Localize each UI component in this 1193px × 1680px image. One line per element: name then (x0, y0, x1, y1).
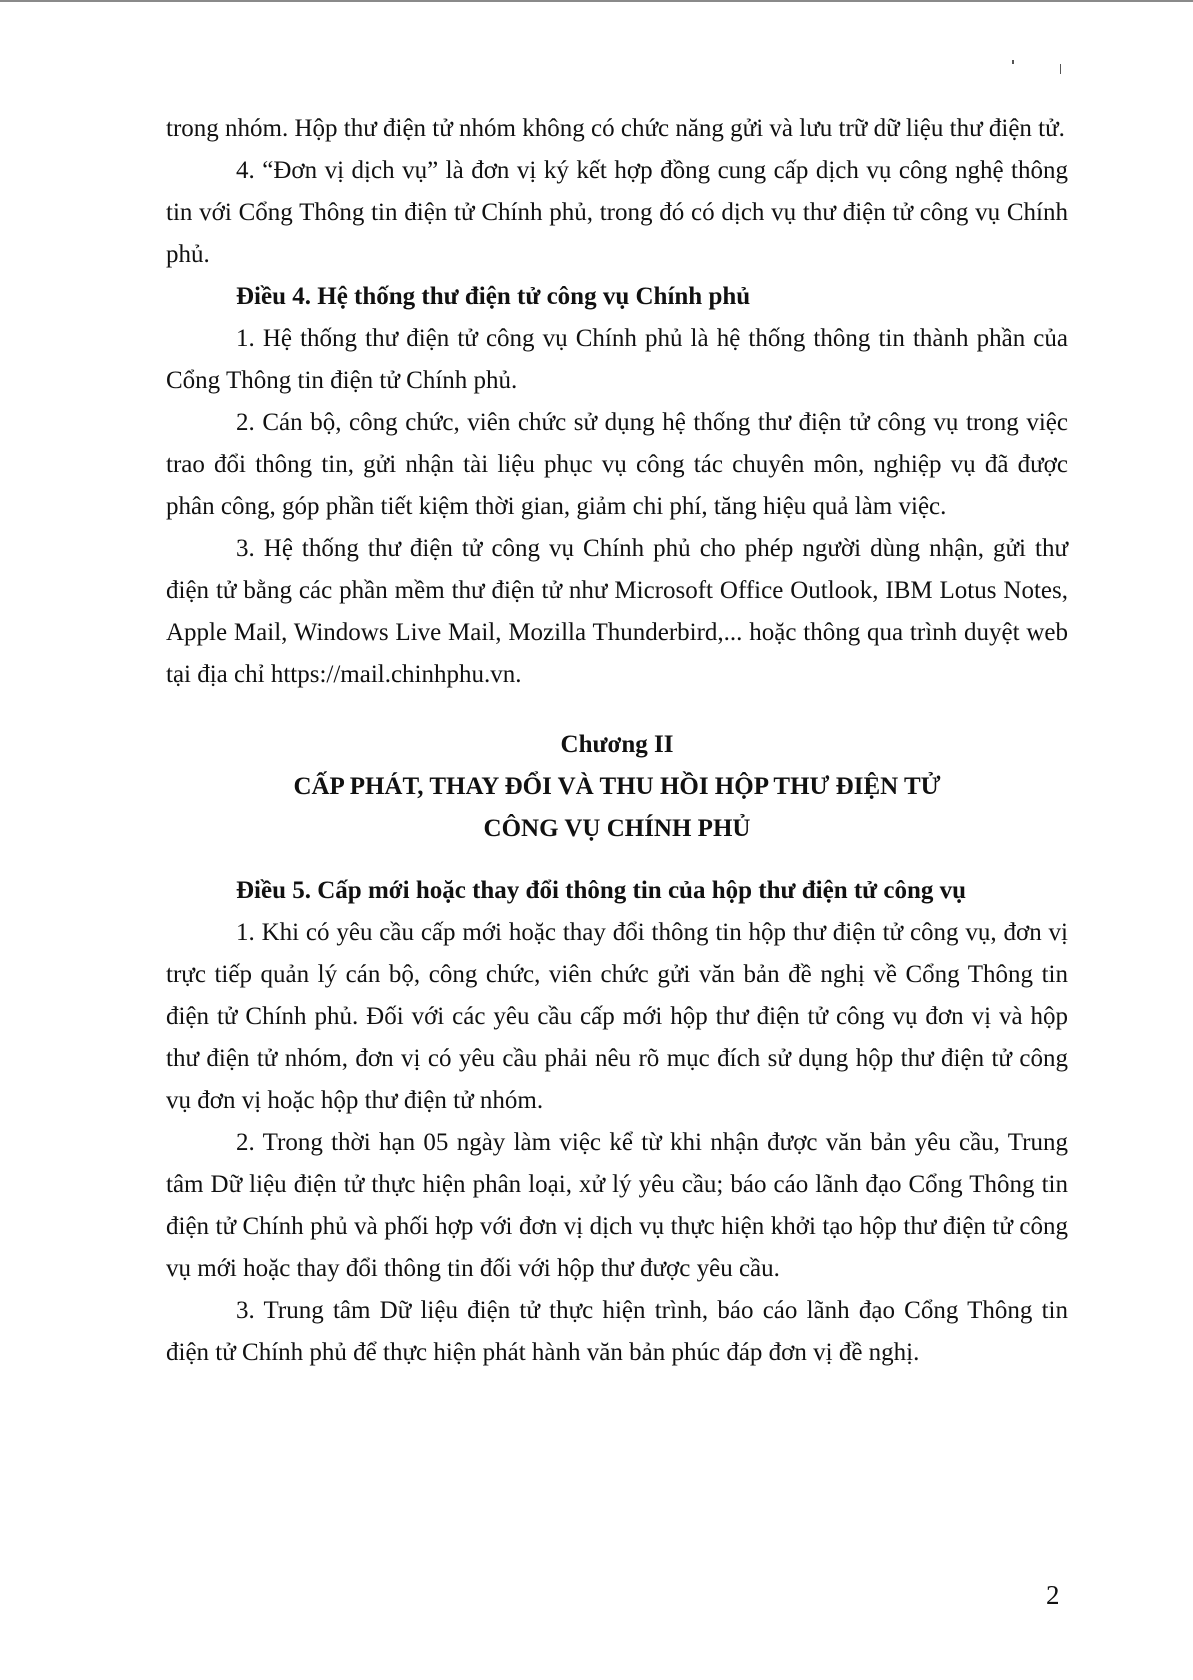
page-number: 2 (1046, 1580, 1060, 1610)
scan-speck (1012, 60, 1014, 64)
document-body (166, 108, 1068, 1374)
chapter-title-line-1: CẤP PHÁT, THAY ĐỔI VÀ THU HỒI HỘP THƯ ĐIỆN TỬ (293, 773, 941, 800)
chapter-heading (166, 724, 1068, 850)
paragraph-continuation: trong nhóm. Hộp thư điện tử nhóm không có chức năng gửi và lưu trữ dữ liệu thư điện tử. (166, 115, 1065, 142)
scan-speck (1060, 64, 1061, 74)
article-5-title: Điều 5. Cấp mới hoặc thay đổi thông tin của hộp thư điện tử công vụ (236, 877, 967, 904)
paragraph-definition-4: 4. “Đơn vị dịch vụ” là đơn vị ký kết hợp đồng cung cấp dịch vụ công nghệ thông tin với Cổng Thông tin điện tử Chính phủ, trong đó có dịch vụ thư điện tử công vụ Chính phủ. (166, 157, 1068, 268)
article-4-clause-2: 2. Cán bộ, công chức, viên chức sử dụng hệ thống thư điện tử công vụ trong việc trao đổi thông tin, gửi nhận tài liệu phục vụ công tác chuyên môn, nghiệp vụ đã được phân công, góp phần tiết kiệm thời gian, giảm chi phí, tăng hiệu quả làm việc. (166, 409, 1068, 520)
article-5-clause-2: 2. Trong thời hạn 05 ngày làm việc kể từ khi nhận được văn bản yêu cầu, Trung tâm Dữ liệu điện tử thực hiện phân loại, xử lý yêu cầu; báo cáo lãnh đạo Cổng Thông tin điện tử Chính phủ và phối hợp với đơn vị dịch vụ thực hiện khởi tạo hộp thư điện tử công vụ mới hoặc thay đổi thông tin đối với hộp thư được yêu cầu. (166, 1129, 1068, 1282)
article-5-clause-3: 3. Trung tâm Dữ liệu điện tử thực hiện trình, báo cáo lãnh đạo Cổng Thông tin điện tử Chính phủ để thực hiện phát hành văn bản phúc đáp đơn vị đề nghị. (166, 1297, 1068, 1366)
chapter-title-line-2: CÔNG VỤ CHÍNH PHỦ (483, 815, 751, 842)
article-4-clause-3: 3. Hệ thống thư điện tử công vụ Chính phủ cho phép người dùng nhận, gửi thư điện tử bằng các phần mềm thư điện tử như Microsoft Office Outlook, IBM Lotus Notes, Apple Mail, Windows Live Mail, Mozilla Thunderbird,... hoặc thông qua trình duyệt web tại địa chỉ https://mail.chinhphu.vn. (166, 535, 1068, 688)
article-4-clause-1: 1. Hệ thống thư điện tử công vụ Chính phủ là hệ thống thông tin thành phần của Cổng Thông tin điện tử Chính phủ. (166, 325, 1068, 394)
article-4-title: Điều 4. Hệ thống thư điện tử công vụ Chính phủ (236, 283, 751, 310)
article-5-clause-1: 1. Khi có yêu cầu cấp mới hoặc thay đổi thông tin hộp thư điện tử công vụ, đơn vị trực tiếp quản lý cán bộ, công chức, viên chức gửi văn bản đề nghị về Cổng Thông tin điện tử Chính phủ. Đối với các yêu cầu cấp mới hộp thư điện tử công vụ đơn vị và hộp thư điện tử nhóm, đơn vị có yêu cầu phải nêu rõ mục đích sử dụng hộp thư điện tử công vụ đơn vị hoặc hộp thư điện tử nhóm. (166, 919, 1068, 1114)
scan-top-border (0, 0, 1193, 2)
chapter-label: Chương II (560, 731, 674, 758)
